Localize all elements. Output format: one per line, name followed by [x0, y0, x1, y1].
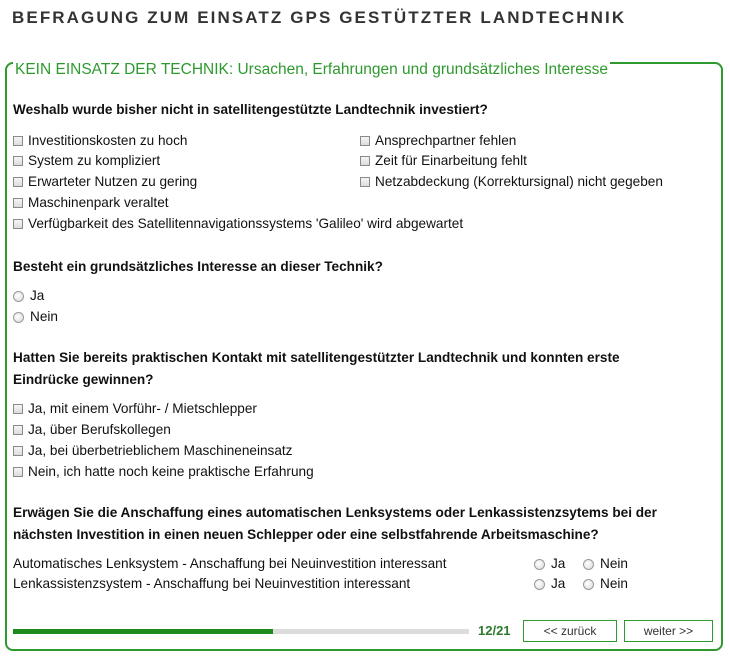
checkbox-option-system-kompliziert[interactable] — [13, 151, 160, 171]
progress-bar — [13, 629, 469, 634]
checkbox[interactable] — [13, 219, 23, 229]
radio-lenkassistenz-ja[interactable] — [534, 574, 565, 594]
question-line-1: Hatten Sie bereits praktischen Kontakt mit satellitengestützter Landtechnik und konnten erste — [13, 350, 620, 365]
page-title: BEFRAGUNG ZUM EINSATZ GPS GESTÜTZTER LANDTECHNIK — [12, 8, 627, 27]
checkbox[interactable] — [13, 136, 23, 146]
row-label-automatisches-lenksystem: Automatisches Lenksystem - Anschaffung bei Neuinvestition interessant — [13, 556, 447, 571]
option-label: Nein — [600, 576, 628, 591]
option-label: Ja, bei überbetrieblichem Maschineneinsatz — [28, 443, 293, 458]
checkbox[interactable] — [360, 156, 370, 166]
option-label: Investitionskosten zu hoch — [28, 133, 188, 148]
option-label: Netzabdeckung (Korrektursignal) nicht gegeben — [375, 174, 663, 189]
option-label: Verfügbarkeit des Satellitennavigationssystems 'Galileo' wird abgewartet — [28, 216, 464, 231]
question-steering-system — [13, 502, 657, 546]
option-label: Ja — [551, 556, 566, 571]
checkbox[interactable] — [13, 156, 23, 166]
checkbox[interactable] — [360, 177, 370, 187]
question-general-interest: Besteht ein grundsätzliches Interesse an dieser Technik? — [13, 259, 383, 274]
radio-button[interactable] — [534, 579, 545, 590]
question-practical-contact — [13, 347, 620, 391]
checkbox-option-nutzen-gering[interactable] — [13, 172, 197, 192]
radio-lenksystem-nein[interactable] — [583, 554, 628, 574]
option-label: Zeit für Einarbeitung fehlt — [375, 153, 527, 168]
option-label: Ja — [551, 576, 566, 591]
back-button[interactable]: << zurück — [523, 620, 617, 642]
option-label: Erwarteter Nutzen zu gering — [28, 174, 198, 189]
progress-fill — [13, 629, 273, 634]
next-button[interactable]: weiter >> — [624, 620, 713, 642]
radio-button[interactable] — [583, 579, 594, 590]
page-counter: 12/21 — [478, 623, 511, 638]
option-label: System zu kompliziert — [28, 153, 161, 168]
option-label: Ja — [30, 288, 45, 303]
question-line-2: nächsten Investition in einen neuen Schlepper oder eine selbstfahrende Arbeitsmaschine? — [13, 527, 599, 542]
checkbox-option-investitionskosten[interactable] — [13, 131, 187, 151]
checkbox[interactable] — [13, 177, 23, 187]
row-label-lenkassistenzsystem: Lenkassistenzsystem - Anschaffung bei Neuinvestition interessant — [13, 576, 411, 591]
question-investment-reasons: Weshalb wurde bisher nicht in satellitengestützte Landtechnik investiert? — [13, 102, 488, 117]
checkbox[interactable] — [13, 467, 23, 477]
radio-lenkassistenz-nein[interactable] — [583, 574, 628, 594]
radio-button[interactable] — [13, 312, 24, 323]
checkbox-option-zeit-einarbeitung[interactable] — [360, 151, 527, 171]
checkbox-option-netzabdeckung[interactable] — [360, 172, 663, 192]
checkbox-option-ueberbetrieblich[interactable] — [13, 441, 292, 461]
section-legend: KEIN EINSATZ DER TECHNIK: Ursachen, Erfahrungen und grundsätzliches Interesse — [15, 61, 608, 78]
checkbox[interactable] — [13, 446, 23, 456]
radio-lenksystem-ja[interactable] — [534, 554, 565, 574]
option-label: Ansprechpartner fehlen — [375, 133, 517, 148]
checkbox-option-maschinenpark[interactable] — [13, 193, 169, 213]
checkbox[interactable] — [13, 425, 23, 435]
checkbox[interactable] — [13, 198, 23, 208]
checkbox-option-ansprechpartner[interactable] — [360, 131, 516, 151]
option-label: Nein, ich hatte noch keine praktische Erfahrung — [28, 464, 314, 479]
option-label: Ja, mit einem Vorführ- / Mietschlepper — [28, 401, 257, 416]
radio-button[interactable] — [13, 291, 24, 302]
radio-button[interactable] — [534, 559, 545, 570]
question-line-2: Eindrücke gewinnen? — [13, 372, 154, 387]
checkbox-option-berufskollegen[interactable] — [13, 420, 171, 440]
radio-button[interactable] — [583, 559, 594, 570]
option-label: Nein — [30, 309, 58, 324]
checkbox-option-galileo[interactable] — [13, 214, 463, 234]
option-label: Nein — [600, 556, 628, 571]
checkbox[interactable] — [360, 136, 370, 146]
checkbox[interactable] — [13, 404, 23, 414]
radio-option-nein[interactable] — [13, 307, 58, 327]
question-line-1: Erwägen Sie die Anschaffung eines automatischen Lenksystems oder Lenkassistenzsytems bei der — [13, 505, 657, 520]
checkbox-option-keine-erfahrung[interactable] — [13, 462, 314, 482]
option-label: Maschinenpark veraltet — [28, 195, 169, 210]
radio-option-ja[interactable] — [13, 286, 44, 306]
option-label: Ja, über Berufskollegen — [28, 422, 171, 437]
checkbox-option-vorfuehrschlepper[interactable] — [13, 399, 257, 419]
